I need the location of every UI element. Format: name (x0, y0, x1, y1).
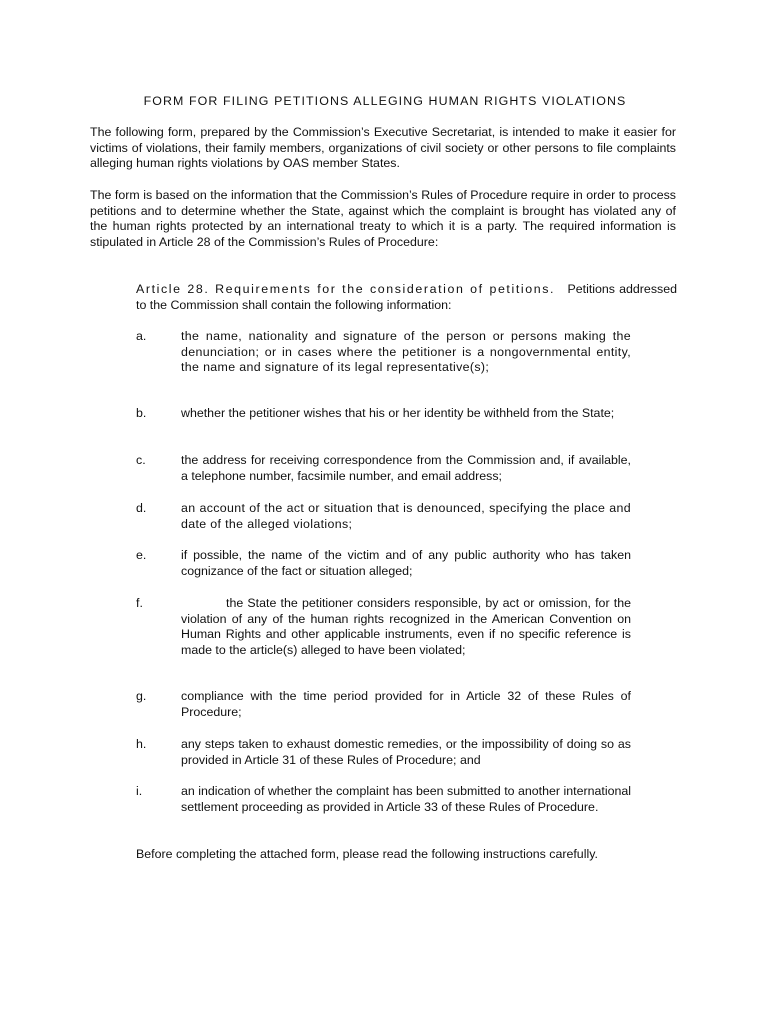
closing-instruction: Before completing the attached form, please read the following instructions carefully. (136, 847, 598, 861)
requirement-letter: i. (136, 784, 143, 798)
requirement-letter: d. (136, 501, 147, 515)
requirement-text: an account of the act or situation that is denounced, specifying the place and date of the alleged violations; (181, 501, 631, 531)
requirement-text: if possible, the name of the victim and of any public authority who has taken cognizance of the fact or situation alleged; (181, 548, 631, 578)
requirement-letter: e. (136, 548, 147, 562)
article-28-block (136, 282, 677, 313)
requirement-letter: g. (136, 689, 147, 703)
requirement-text: compliance with the time period provided for in Article 32 of these Rules of Procedure; (181, 689, 631, 719)
requirement-text: the address for receiving correspondence from the Commission and, if available, a telephone number, facsimile number, and email address; (181, 453, 631, 483)
requirement-text: the State the petitioner considers responsible, by act or omission, for the violation of any of the human rights recognized in the American Convention on Human Rights and other applicable instruments, even if no specific reference is made to the article(s) alleged to have been violated; (181, 596, 631, 657)
requirement-letter: h. (136, 737, 147, 751)
article-intro-text: Petitions addressed to the Commission shall contain the following information: (136, 282, 677, 312)
document-title: FORM FOR FILING PETITIONS ALLEGING HUMAN RIGHTS VIOLATIONS (143, 94, 627, 108)
requirement-text: an indication of whether the complaint has been submitted to another international settlement proceeding as provided in Article 33 of these Rules of Procedure. (181, 784, 631, 814)
requirement-letter: c. (136, 453, 146, 467)
requirement-text: whether the petitioner wishes that his or her identity be withheld from the State; (181, 406, 615, 420)
article-heading: Article 28. Requirements for the consideration of petitions. (136, 282, 556, 296)
requirement-letter: b. (136, 406, 147, 420)
requirement-letter: f. (136, 596, 143, 610)
intro-paragraph: The following form, prepared by the Commission’s Executive Secretariat, is intended to make it easier for victims of violations, their family members, organizations of civil society or other persons to file complaints alleging human rights violations by OAS member States. (90, 125, 676, 171)
requirement-letter: a. (136, 329, 147, 343)
requirement-text: any steps taken to exhaust domestic remedies, or the impossibility of doing so as provided in Article 31 of these Rules of Procedure; and (181, 737, 631, 767)
requirement-text: the name, nationality and signature of the person or persons making the denunciation; or in cases where the petitioner is a nongovernmental entity, the name and signature of its legal representative(s); (181, 329, 631, 375)
basis-paragraph: The form is based on the information that the Commission’s Rules of Procedure require in order to process petitions and to determine whether the State, against which the complaint is brought has violated any of the human rights protected by an international treaty to which it is a party. The required information is stipulated in Article 28 of the Commission’s Rules of Procedure: (90, 188, 676, 249)
